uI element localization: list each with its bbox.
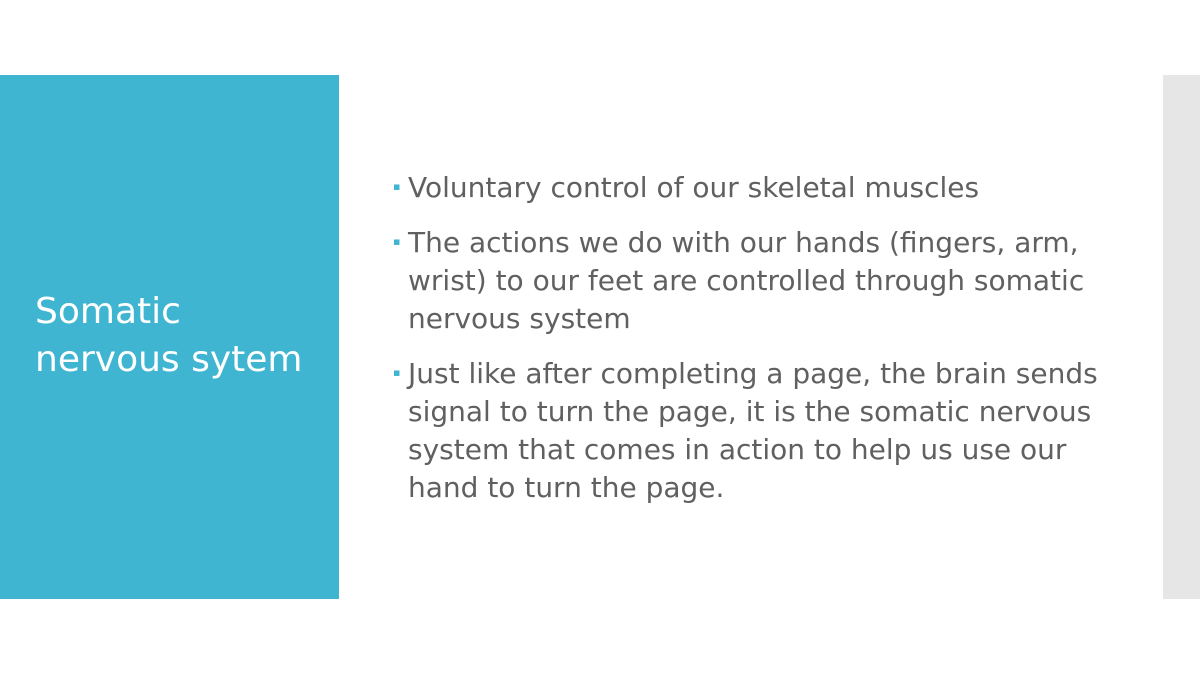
bullet-text: The actions we do with our hands (fingers, arm, wrist) to our feet are controlled through somatic nervous system [408,226,1085,335]
bullet-text: Just like after completing a page, the brain sends signal to turn the page, it is the somatic nervous system that comes in action to help us use our hand to turn the page. [408,357,1098,504]
bullet-item [390,169,1110,207]
slide-title [35,288,325,384]
bullet-text: Voluntary control of our skeletal muscles [408,171,980,204]
slide-title-line-1: Somatic [35,291,181,332]
bullet-item [390,224,1110,338]
slide-title-line-2: nervous sytem [35,339,303,380]
bullet-item [390,355,1110,507]
bullet-list [390,169,1110,524]
bullet-square-icon: ▪ [393,366,401,379]
right-side-band [1163,75,1200,599]
bullet-square-icon: ▪ [393,235,401,248]
bullet-square-icon: ▪ [393,180,401,193]
